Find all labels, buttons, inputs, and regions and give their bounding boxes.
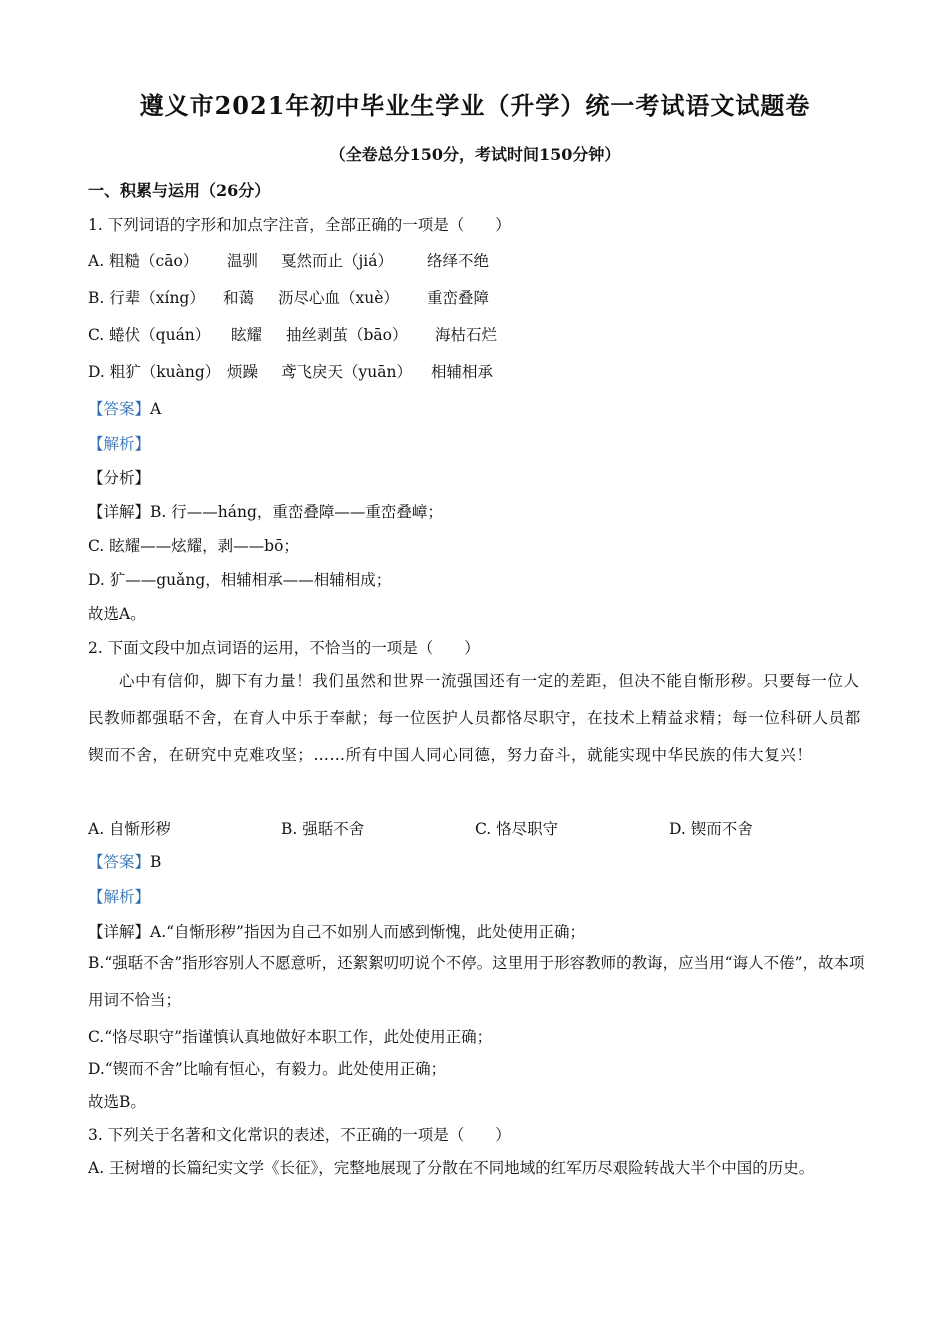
question-1-stem: 1. 下列词语的字形和加点字注音，全部正确的一项是（ ） [88,216,511,234]
q2-option-b: B. 强聒不舍 [281,820,365,838]
q2-option-d: D. 锲而不舍 [669,820,753,838]
q1-option-a-2: 温驯 [227,252,259,270]
q1-option-c-2: 眩耀 [231,326,263,344]
q1-option-b-4: 重峦叠障 [427,289,490,307]
q1-fenxi-tag: 【分析】 [88,469,151,487]
answer-value: A [150,400,162,418]
question-2-stem: 2. 下面文段中加点词语的运用，不恰当的一项是（ ） [88,639,480,657]
q2-detail-4: D.“锲而不舍”比喻有恒心，有毅力。此处使用正确； [88,1060,447,1078]
detail-tag: 【详解】 [88,503,151,521]
q1-analysis-tag: 【解析】 [88,435,151,453]
q1-option-a-4: 络绎不绝 [427,252,490,270]
q1-option-b-2: 和蔼 [223,289,255,307]
q2-passage: 心中有信仰，脚下有力量！我们虽然和世界一流强国还有一定的差距，但决不能自惭形秽。只要每一位人民教师都强聒不舍，在育人中乐于奉献；每一位医护人员都恪尽职守，在技术上精益求精；每一位科研人员都锲而不舍，在研究中克难攻坚；……所有中国人同心同德，努力奋斗，就能实现中华民族的伟大复兴！ [88,672,861,764]
page-title: 遵义市2021年初中毕业生学业（升学）统一考试语文试题卷 [139,91,811,120]
q1-option-a-3: 戛然而止（jiá） [281,252,394,270]
q2-analysis-tag: 【解析】 [88,888,151,906]
q2-detail-1 [88,920,585,942]
detail-text: A.“自惭形秽”指因为自己不如别人而感到惭愧，此处使用正确； [150,923,585,941]
q1-option-c-3: 抽丝剥茧（bāo） [286,326,408,344]
q1-detail-2: C. 眩耀——炫耀，剥——bō； [88,537,299,555]
q1-conclusion: 故选A。 [88,605,146,623]
q2-detail-2: B.“强聒不舍”指形容别人不愿意听，还絮絮叨叨说个不停。这里用于形容教师的教诲，应当用“诲人不倦”，故本项用词不恰当； [88,954,865,1009]
detail-text: B. 行——háng，重峦叠障——重峦叠嶂； [150,503,443,521]
q1-option-a-1: A. 粗糙（cāo） [88,252,199,270]
q2-option-c: C. 恪尽职守 [475,820,559,838]
q3-option-a: A. 王树增的长篇纪实文学《长征》，完整地展现了分散在不同地域的红军历尽艰险转战大半个中国的历史。 [88,1159,815,1177]
section-heading: 一、积累与运用（26分） [88,181,271,200]
detail-tag: 【详解】 [88,923,151,941]
q1-option-d-1: D. 粗犷（kuàng） [88,363,221,381]
q1-option-d-3: 鸢飞戾天（yuān） [281,363,412,381]
page-subtitle: （全卷总分150分，考试时间150分钟） [329,145,621,164]
answer-value: B [150,853,162,871]
q2-option-a: A. 自惭形秽 [88,820,172,838]
answer-tag: 【答案】 [88,853,151,871]
q1-option-c-1: C. 蜷伏（quán） [88,326,211,344]
q1-option-c-4: 海枯石烂 [435,326,498,344]
q1-detail-1 [88,500,443,522]
q2-answer [88,850,161,872]
question-3-stem: 3. 下列关于名著和文化常识的表述，不正确的一项是（ ） [88,1126,511,1144]
q1-option-b-3: 沥尽心血（xuè） [278,289,399,307]
q1-option-d-2: 烦躁 [227,363,259,381]
q1-option-b-1: B. 行辈（xíng） [88,289,205,307]
q1-answer [88,397,161,419]
q2-conclusion: 故选B。 [88,1093,146,1111]
q1-option-d-4: 相辅相承 [431,363,494,381]
answer-tag: 【答案】 [88,400,151,418]
q2-detail-3: C.“恪尽职守”指谨慎认真地做好本职工作，此处使用正确； [88,1028,493,1046]
q1-detail-3: D. 犷——guǎng，相辅相承——相辅相成； [88,571,392,589]
